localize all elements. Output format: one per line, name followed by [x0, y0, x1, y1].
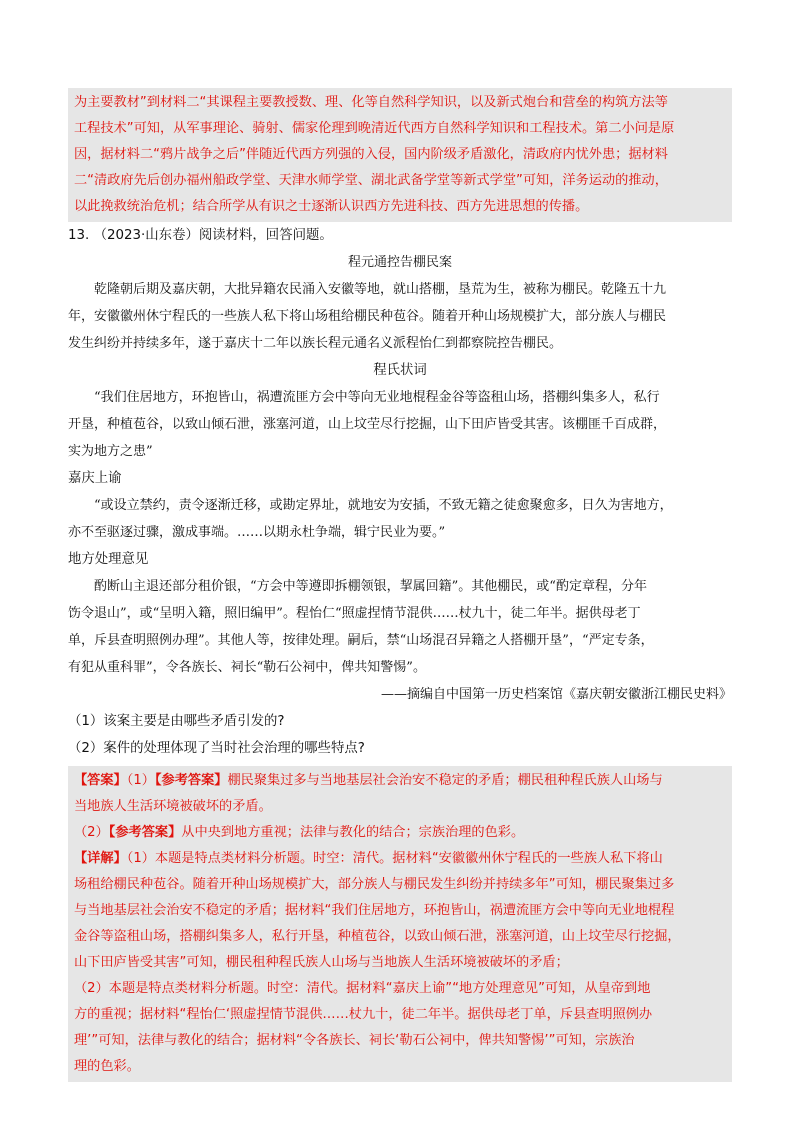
- detail-line: 【详解】（1）本题是特点类材料分析题。时空：清代。据材料“安徽徽州休宁程氏的一些族人私下将山: [74, 851, 663, 866]
- section-title-edict: 嘉庆上谕: [68, 471, 122, 486]
- answer-line-1: 【答案】（1）【参考答案】棚民聚集过多与当地基层社会治安不稳定的矛盾；棚民租种程氏族人山场与: [74, 773, 663, 788]
- answer-line: 二“清政府先后创办福州船政学堂、天津水师学堂、湖北武备学堂等新式学堂”可知，洋务运动的推动，: [74, 173, 668, 188]
- sub-question-1: （1）该案主要是由哪些矛盾引发的?: [68, 714, 285, 729]
- material-title: 程元通控告棚民案: [347, 255, 452, 270]
- detail-line: 理’”可知，法律与教化的结合；据材料“令各族长、祠长‘勒石公祠中，俾共知警惕’”可知，宗族治: [74, 1033, 635, 1048]
- answer-line-2: 当地族人生活环境被破坏的矛盾。: [74, 799, 272, 814]
- answer-line: 因，据材料二“鸦片战争之后”伴随近代西方列强的入侵，国内阶级矛盾激化，清政府内忧外患；据材料: [74, 147, 668, 162]
- sub-question-2: （2）案件的处理体现了当时社会治理的哪些特点?: [68, 741, 365, 756]
- detail-line: 与当地基层社会治安不稳定的矛盾；据材料“我们住居地方，环抱皆山，祸遭流匪方会中等向无业地棍程: [74, 903, 675, 918]
- detail-label: 【详解】: [74, 851, 127, 866]
- previous-answer-block: [68, 88, 732, 222]
- detail-line: （2）本题是特点类材料分析题。时空：清代。据材料“嘉庆上谕”“地方处理意见”可知，从皇帝到地: [74, 981, 651, 996]
- reference-label: 【参考答案】: [154, 773, 228, 788]
- section-statement-text: “我们住居地方，环抱皆山，祸遭流匪方会中等向无业地棍程金谷等盗租山场，搭棚纠集多人，私行 开垦，种植苞谷，以致山倾石泄，涨塞河道，山上坟茔尽行挖掘，山下田庐皆受其害。该棚匪千百成群， 实为地方之患”: [68, 390, 667, 459]
- detail-line: 方的重视；据材料“程怡仁‘照虚捏情节混供……杖九十，徒二年半。据供母老丁单，斥县查明照例办: [74, 1007, 653, 1022]
- section-local-text: 酌断山主退还部分租价银，“方会中等遵即拆棚领银，挈属回籍”。其他棚民，或“酌定章程，分年 饬令退山”，或“呈明入籍，照旧编甲”。程怡仁“照虚捏情节混供……杖九十，徒二年半。据供母老丁 单，斥县查明照例办理”。其他人等，按律处理。嗣后，禁“山场混召异籍之人搭棚开垦”，“严定专条， 有犯从重科罪”，令各族长、祠长“勒石公祠中，俾共知警惕”。: [68, 579, 654, 675]
- section-edict-text: “或设立禁约，责令逐渐迁移，或勘定界址，就地安为安插，不致无籍之徒愈聚愈多，日久为害地方， 亦不至驱逐过骤，激成事端。……以期永杜争端，辑宁民业为要。”: [68, 498, 673, 540]
- material-intro: 乾隆朝后期及嘉庆朝，大批异籍农民涌入安徽等地，就山搭棚，垦荒为生，被称为棚民。乾隆五十九 年，安徽徽州休宁程氏的一些族人私下将山场租给棚民种苞谷。随着开种山场规模扩大，部分族人与棚民 发生纠纷并持续多年，遂于嘉庆十二年以族长程元通名义派程怡仁到都察院控告棚民。: [68, 282, 667, 351]
- answer-line: 以此挽救统治危机；结合所学从有识之士逐渐认识西方先进科技、西方先进思想的传播。: [74, 199, 589, 214]
- detail-line: 山下田庐皆受其害”可知，棚民租种程氏族人山场与当地族人生活环境被破坏的矛盾；: [74, 955, 569, 970]
- section-title-statement: 程氏状词: [373, 363, 427, 378]
- page: [68, 88, 732, 1082]
- answer-block: [68, 766, 732, 1082]
- question-source: （2023·山东卷）: [93, 228, 199, 243]
- question-number: 13.: [68, 228, 90, 243]
- answer-line-3: （2）【参考答案】从中央到地方重视；法律与教化的结合；宗族治理的色彩。: [74, 825, 525, 840]
- detail-line: 理的色彩。: [74, 1059, 140, 1074]
- section-title-local: 地方处理意见: [68, 552, 149, 567]
- answer-line: 工程技术”可知，从军事理论、骑射、儒家伦理到晚清近代西方自然科学知识和工程技术。第二小问是原: [74, 121, 675, 136]
- question-prompt: 阅读材料，回答问题。: [198, 228, 333, 243]
- answer-label: 【答案】: [74, 773, 127, 788]
- material: [68, 249, 732, 708]
- detail-line: 金谷等盗租山场，搭棚纠集多人，私行开垦，种植苞谷，以致山倾石泄，涨塞河道，山上坟茔尽行挖掘，: [74, 929, 681, 944]
- question-header: [68, 222, 732, 249]
- material-citation: ——摘编自中国第一历史档案馆《嘉庆朝安徽浙江棚民史料》: [380, 687, 732, 702]
- reference-label: 【参考答案】: [108, 825, 182, 840]
- answer-line: 为主要教材”到材料二“其课程主要教授数、理、化等自然科学知识，以及新式炮台和营垒的构筑方法等: [74, 95, 668, 110]
- detail-line: 场租给棚民种苞谷。随着开种山场规模扩大，部分族人与棚民发生纠纷并持续多年”可知，棚民聚集过多: [74, 877, 675, 892]
